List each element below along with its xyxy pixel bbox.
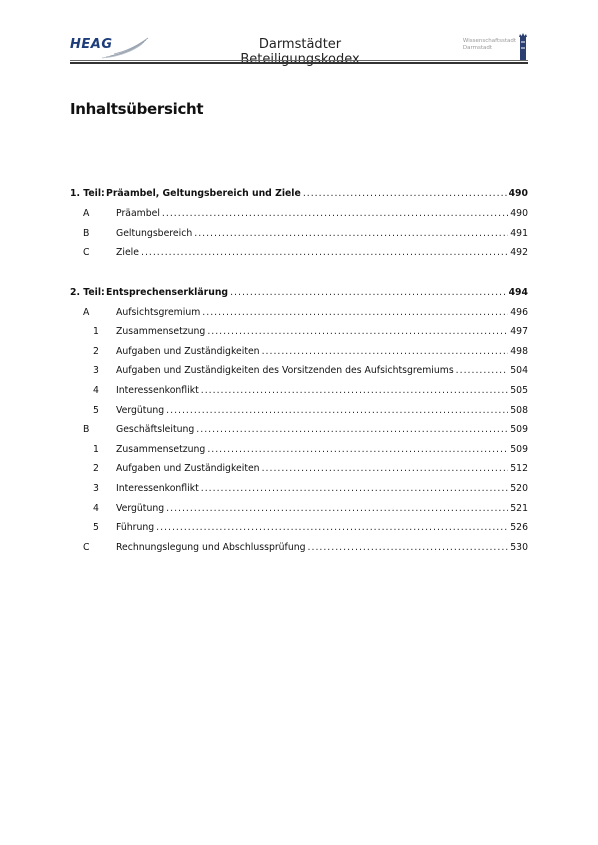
toc-page: 498 — [510, 346, 528, 357]
toc-page: 491 — [510, 228, 528, 239]
toc-label: Aufgaben und Zuständigkeiten — [116, 346, 260, 357]
toc-label: Vergütung — [116, 503, 165, 514]
toc-page: 494 — [508, 287, 528, 298]
toc-page: 492 — [510, 247, 528, 258]
toc-code: 1. Teil: — [70, 188, 105, 199]
heag-logo — [70, 36, 150, 58]
toc-page: 520 — [510, 483, 528, 494]
toc-label: Vergütung — [116, 405, 165, 416]
toc-code: C — [83, 247, 90, 258]
dot-leader — [162, 204, 508, 224]
toc-label: Zusammensetzung — [116, 444, 206, 455]
toc-code: 2 — [93, 346, 99, 357]
toc-subsection[interactable] — [70, 401, 528, 421]
dot-leader — [262, 459, 509, 479]
toc-page: 497 — [510, 326, 528, 337]
toc-code: B — [83, 424, 90, 435]
toc-label: Geschäftsleitung — [116, 424, 195, 435]
dot-leader — [230, 283, 506, 303]
dot-leader — [166, 401, 508, 421]
toc-code: 2 — [93, 463, 99, 474]
toc-label: Aufsichtsgremium — [116, 307, 201, 318]
dot-leader — [303, 184, 507, 204]
toc-subsection[interactable] — [70, 342, 528, 362]
toc-page: 508 — [510, 405, 528, 416]
dot-leader — [202, 303, 508, 323]
toc-subsection[interactable] — [70, 499, 528, 519]
toc-label: Präambel — [116, 208, 160, 219]
header-rule-thick — [70, 62, 528, 64]
toc-code: 2. Teil: — [70, 287, 105, 298]
logo-text: HEAG — [70, 37, 113, 52]
toc-code: 1 — [93, 326, 99, 337]
toc-code: 3 — [93, 483, 99, 494]
dot-leader — [156, 518, 508, 538]
dot-leader — [207, 322, 508, 342]
toc-label: Aufgaben und Zuständigkeiten des Vorsitzenden des Aufsichtsgremiums — [116, 365, 454, 376]
dot-leader — [308, 538, 509, 558]
toc-page: 504 — [510, 365, 528, 376]
wedding-tower-icon — [518, 33, 528, 61]
toc-page: 530 — [510, 542, 528, 553]
toc-subsection[interactable] — [70, 459, 528, 479]
toc-code: 4 — [93, 385, 99, 396]
toc-page: 521 — [510, 503, 528, 514]
city-line-2: Darmstadt — [462, 45, 493, 51]
dot-leader — [201, 479, 509, 499]
toc-section[interactable] — [70, 538, 528, 558]
toc-section[interactable] — [70, 224, 528, 244]
toc-label: Geltungsbereich — [116, 228, 193, 239]
toc-subsection[interactable] — [70, 322, 528, 342]
toc-section[interactable] — [70, 204, 528, 224]
toc-section[interactable] — [70, 420, 528, 440]
dot-leader — [456, 361, 509, 381]
toc-subsection[interactable] — [70, 440, 528, 460]
toc-code: 5 — [93, 522, 99, 533]
toc-page: 505 — [510, 385, 528, 396]
toc-label: Aufgaben und Zuständigkeiten — [116, 463, 260, 474]
toc-code: 5 — [93, 405, 99, 416]
toc-label: Rechnungslegung und Abschlussprüfung — [116, 542, 306, 553]
dot-leader — [196, 420, 508, 440]
dot-leader — [166, 499, 508, 519]
toc-code: C — [83, 542, 90, 553]
header-rule — [70, 60, 528, 61]
toc-part-2[interactable] — [70, 283, 528, 303]
toc-label: Zusammensetzung — [116, 326, 206, 337]
city-line-1: Wissenschaftsstadt — [462, 38, 516, 44]
toc-label: Interessenkonflikt — [116, 483, 199, 494]
toc-subsection[interactable] — [70, 361, 528, 381]
dot-leader — [207, 440, 508, 460]
toc-code: A — [83, 208, 90, 219]
document-title: Darmstädter — [258, 37, 342, 52]
toc-subsection[interactable] — [70, 479, 528, 499]
toc-code: B — [83, 228, 90, 239]
toc-label: Ziele — [116, 247, 139, 258]
toc-page: 512 — [510, 463, 528, 474]
dot-leader — [141, 243, 508, 263]
dot-leader — [201, 381, 509, 401]
toc-label: Entsprechenserklärung — [106, 287, 229, 298]
toc-label: Interessenkonflikt — [116, 385, 199, 396]
toc-code: 4 — [93, 503, 99, 514]
toc-subsection[interactable] — [70, 518, 528, 538]
toc-page: 490 — [508, 188, 528, 199]
toc-page: 496 — [510, 307, 528, 318]
toc-heading: Inhaltsübersicht — [70, 100, 204, 118]
toc-subsection[interactable] — [70, 381, 528, 401]
city-name — [463, 38, 516, 52]
toc-code: 3 — [93, 365, 99, 376]
toc-code: A — [83, 307, 90, 318]
toc-page: 490 — [510, 208, 528, 219]
toc-code: 1 — [93, 444, 99, 455]
toc-page: 509 — [510, 444, 528, 455]
dot-leader — [262, 342, 509, 362]
toc-part-1[interactable] — [70, 184, 528, 204]
dot-leader — [194, 224, 508, 244]
toc-section[interactable] — [70, 303, 528, 323]
toc-label: Präambel, Geltungsbereich und Ziele — [106, 188, 301, 199]
toc-section[interactable] — [70, 243, 528, 263]
toc-page: 509 — [510, 424, 528, 435]
toc-page: 526 — [510, 522, 528, 533]
toc-label: Führung — [116, 522, 155, 533]
